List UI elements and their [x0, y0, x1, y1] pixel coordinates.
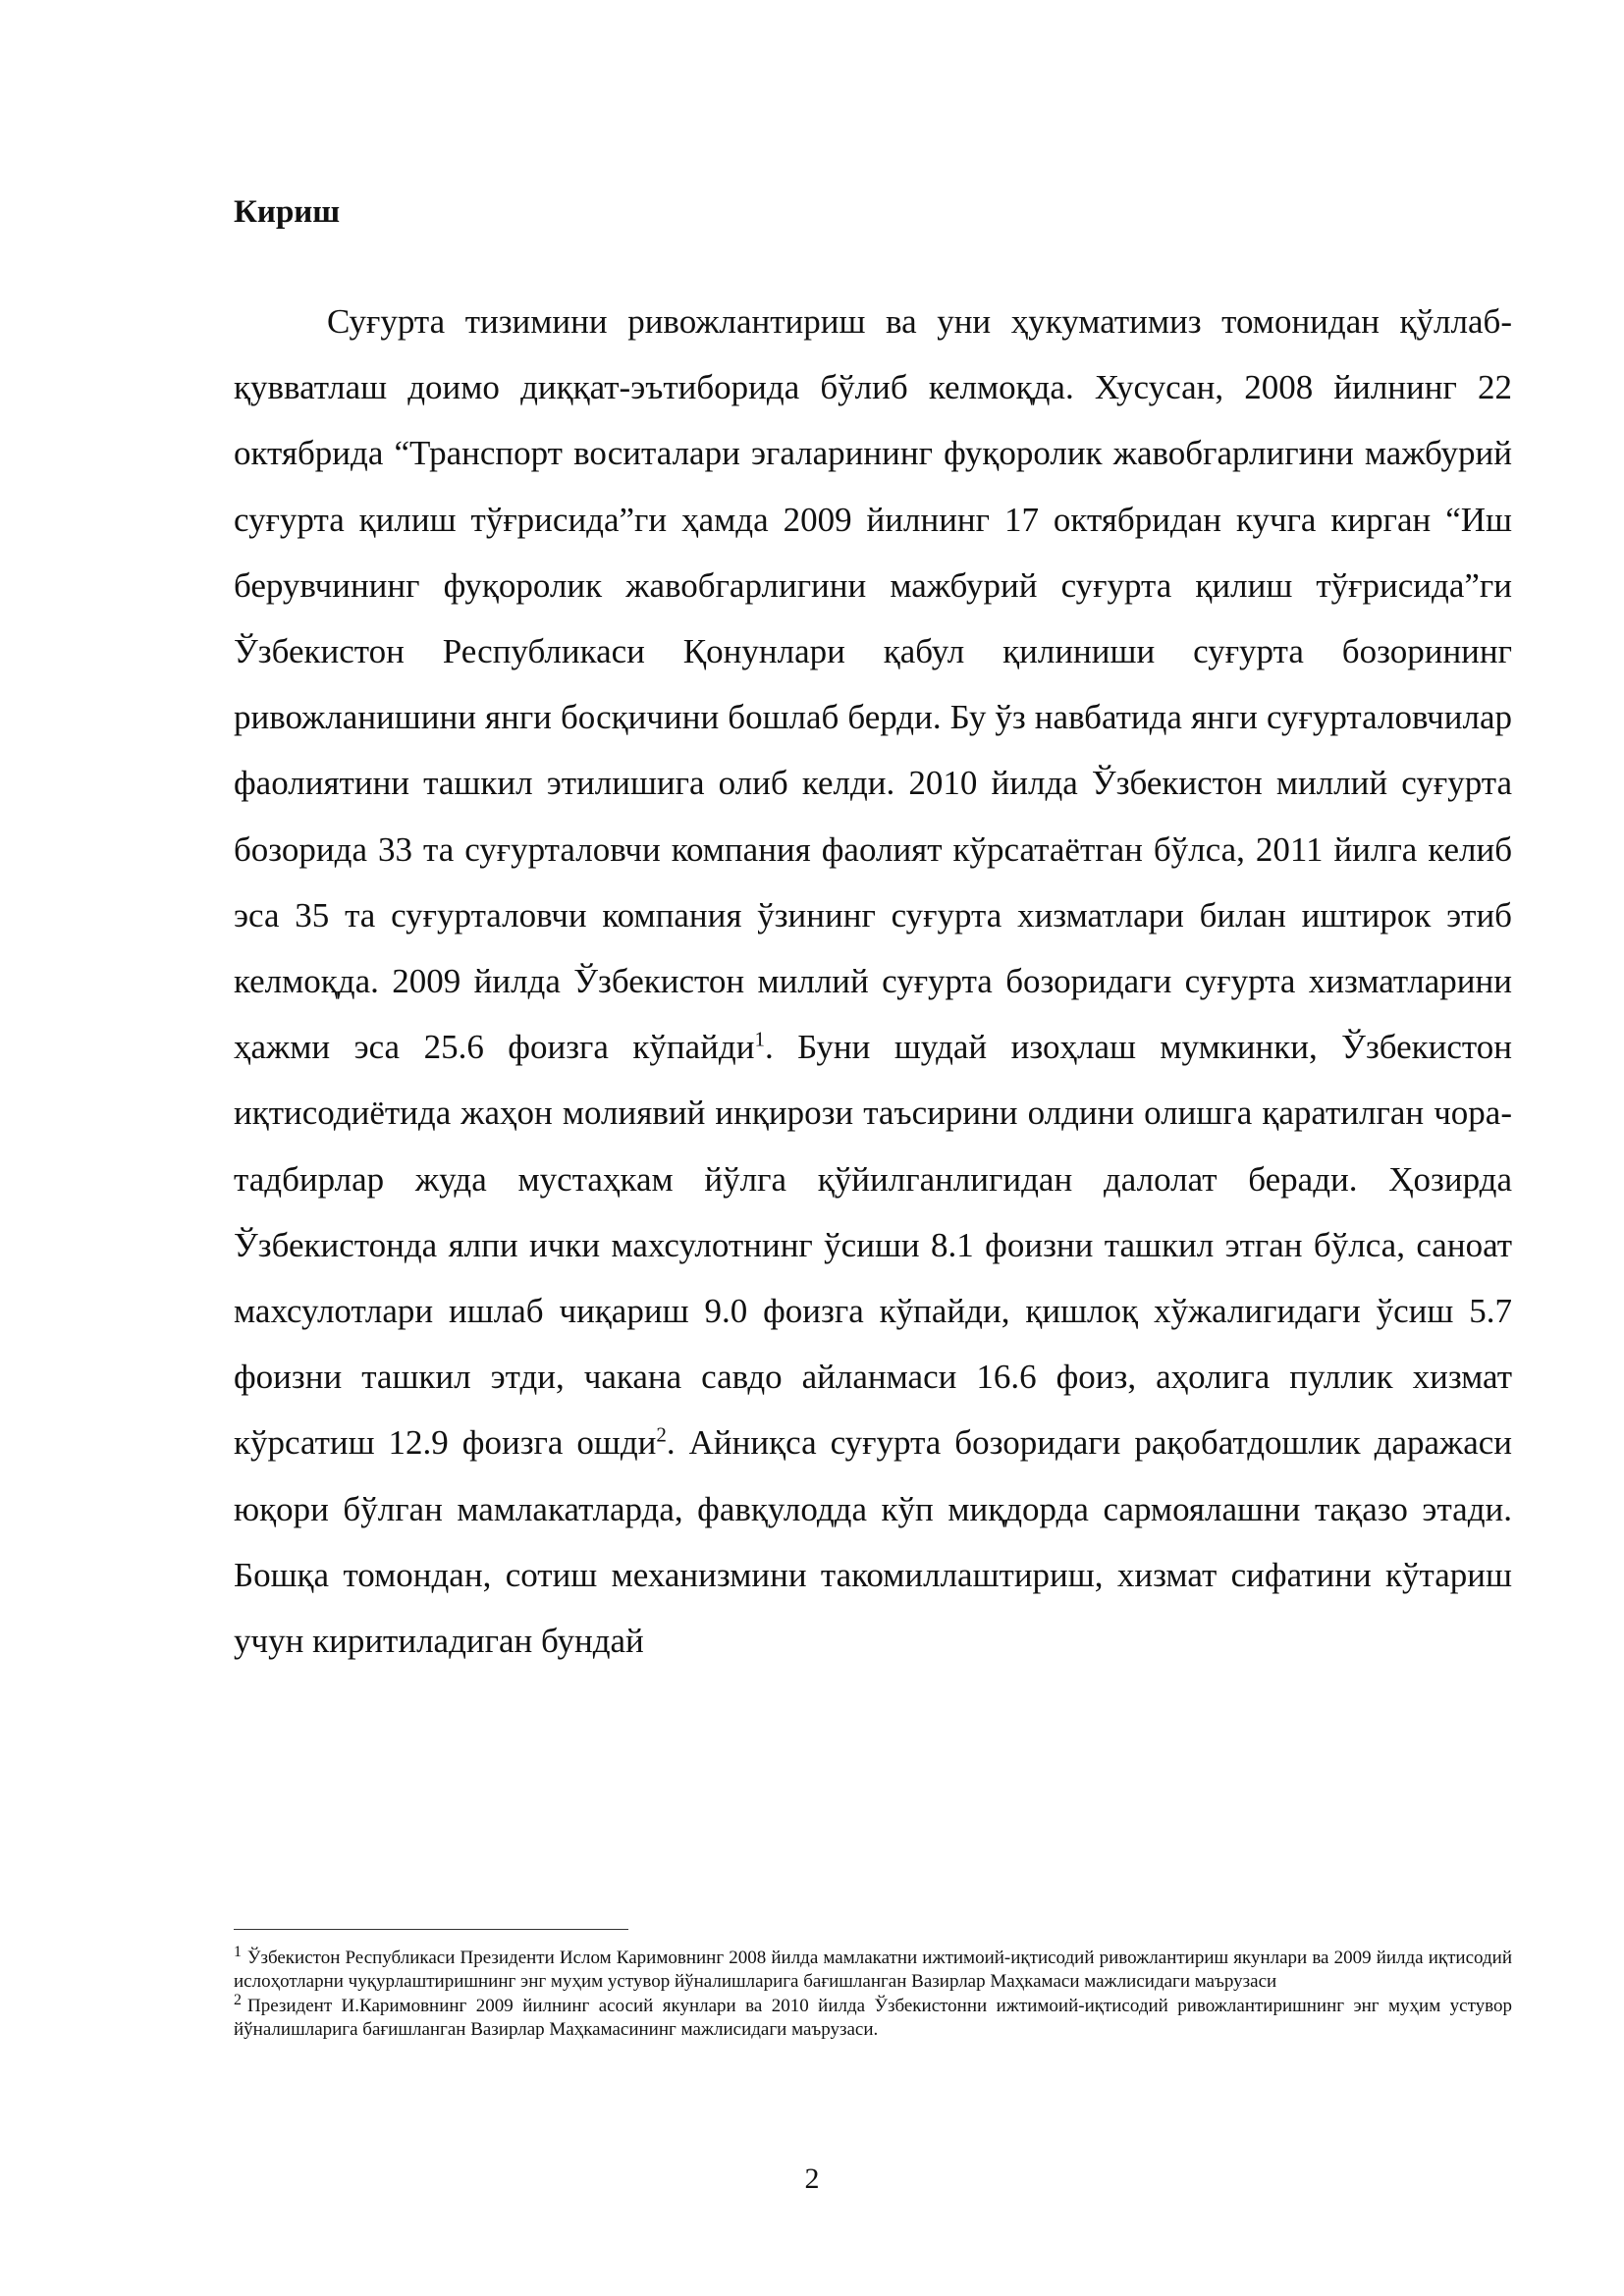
- footnote-ref-1[interactable]: 1: [754, 1027, 765, 1051]
- section-heading: Кириш: [234, 194, 341, 230]
- footnote-text-1: Ўзбекистон Республикаси Президенти Ислом Каримовнинг 2008 йилда мамлакатни ижтимоий-иқтисодий ривожлантириш якунлари ва 2009 йилда иқтисодий ислоҳотларни чуқурлаштиришнинг энг муҳим устувор йўналишларига бағишланган Вазирлар Маҳкамаси мажлисидаги маърузаси: [234, 1948, 1512, 1992]
- body-paragraph: [234, 289, 1512, 1674]
- footnote-mark-2: 2: [234, 1991, 242, 2008]
- footnote-separator: [234, 1929, 628, 1930]
- footnote-ref-2[interactable]: 2: [656, 1422, 667, 1447]
- footnote-mark-1: 1: [234, 1943, 242, 1960]
- paragraph-text-part-1: Суғурта тизимини ривожлантириш ва уни ҳукуматимиз томонидан қўллаб-қувватлаш доимо диққат-эътиборида бўлиб келмоқда. Хусусан, 2008 йилнинг 22 октябрида “Транспорт воситалари эгаларининг фуқоролик жавобгарлигини мажбурий суғурта қилиш тўғрисида”ги ҳамда 2009 йилнинг 17 октябридан кучга кирган “Иш берувчининг фуқоролик жавобгарлигини мажбурий суғурта қилиш тўғрисида”ги Ўзбекистон Республикаси Қонунлари қабул қилиниши суғурта бозорининг ривожланишини янги босқичини бошлаб берди. Бу ўз навбатида янги суғурталовчилар фаолиятини ташкил этилишига олиб келди. 2010 йилда Ўзбекистон миллий суғурта бозорида 33 та суғурталовчи компания фаолият кўрсатаётган бўлса, 2011 йилга келиб эса 35 та суғурталовчи компания ўзининг суғурта хизматлари билан иштирок этиб келмоқда. 2009 йилда Ўзбекистон миллий суғурта бозоридаги суғурта хизматларини ҳажми эса 25.6 фоизга кўпайди: [234, 302, 1512, 1067]
- footnote-2: [234, 1991, 1512, 2041]
- paragraph-text-part-2: . Буни шудай изоҳлаш мумкинки, Ўзбекистон иқтисодиётида жаҳон молиявий инқирози таъсирини олдини олишга қаратилган чора-тадбирлар жуда мустаҳкам йўлга қўйилганлигидан далолат беради. Ҳозирда Ўзбекистонда ялпи ички махсулотнинг ўсиши 8.1 фоизни ташкил этган бўлса, саноат махсулотлари ишлаб чиқариш 9.0 фоизга кўпайди, қишлоқ хўжалигидаги ўсиш 5.7 фоизни ташкил этди, чакана савдо айланмаси 16.6 фоиз, аҳолига пуллик хизмат кўрсатиш 12.9 фоизга ошди: [234, 1028, 1512, 1463]
- footnote-text-2: Президент И.Каримовнинг 2009 йилнинг асосий якунлари ва 2010 йилда Ўзбекистонни ижтимоий-иқтисодий ривожлантиришнинг энг муҳим устувор йўналишларига бағишланган Вазирлар Маҳкамасининг мажлисидаги маърузаси.: [234, 1996, 1512, 2040]
- footnote-1: [234, 1943, 1512, 1993]
- paragraph-content: [234, 289, 1512, 1674]
- page-number: 2: [804, 2163, 820, 2195]
- paragraph-text-part-3: . Айниқса суғурта бозоридаги рақобатдошлик даражаси юқори бўлган мамлакатларда, фавқулодда кўп миқдорда сармоялашни тақазо этади. Бошқа томондан, сотиш механизмини такомиллаштириш, хизмат сифатини кўтариш учун киритиладиган бундай: [234, 1423, 1512, 1661]
- footnotes: [234, 1943, 1512, 2043]
